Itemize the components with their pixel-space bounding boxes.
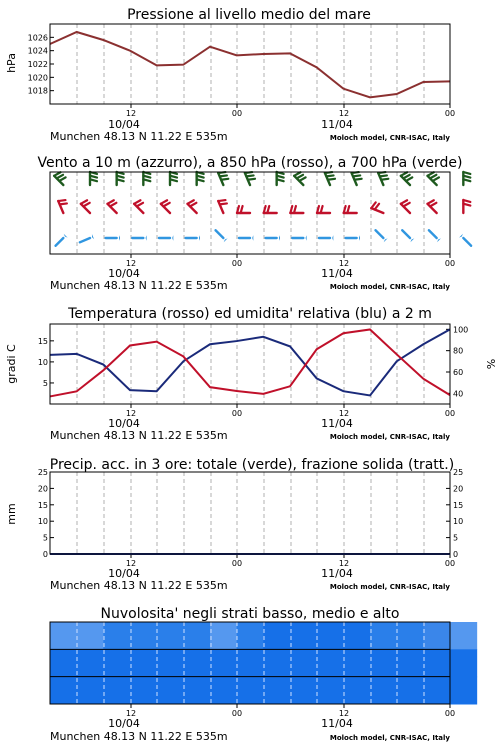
cloud-cell: [397, 677, 424, 705]
wind-feather: [328, 179, 335, 180]
wind-arrowhead: [92, 234, 94, 239]
cloud-cell: [210, 649, 237, 677]
wind-barb: [292, 235, 306, 241]
cloud-cell: [343, 649, 370, 677]
y-tick-label: 1026: [27, 33, 48, 43]
wind-feather: [134, 200, 140, 204]
wind-feather: [248, 179, 255, 180]
wind-feather: [81, 200, 87, 204]
pressure-title: Pressione al livello medio del mare: [127, 7, 371, 23]
wind-barb: [54, 172, 65, 185]
wind-feather: [353, 175, 360, 176]
wind-barb: [107, 200, 116, 213]
wind-arrowhead: [119, 235, 120, 241]
cloud-cell: [317, 649, 344, 677]
x-date-label: 10/04: [108, 118, 140, 131]
y-tick-label: 15: [453, 500, 464, 510]
wind-feather: [403, 175, 409, 179]
cloud-cell: [130, 677, 157, 705]
wind-arrowhead: [459, 234, 463, 238]
x-date-label: 11/04: [321, 417, 353, 430]
wind-barb: [159, 235, 173, 241]
wind-feather: [221, 179, 228, 180]
cloud-cell: [263, 649, 290, 677]
y-tick-label: 80: [453, 346, 464, 356]
precipitation-title: Precip. acc. in 3 ore: totale (verde), frazione solida (tratt.): [49, 457, 455, 473]
y-tick-label: 0: [42, 550, 48, 559]
credit-label: Moloch model, CNR-ISAC, Italy: [329, 734, 450, 742]
cloud-cell: [77, 677, 104, 705]
wind-feather: [246, 175, 253, 176]
location-label: Munchen 48.13 N 11.22 E 535m: [50, 279, 228, 292]
cloud-cell: [290, 677, 317, 705]
wind-feather: [59, 177, 65, 181]
x-tick-label: 00: [444, 559, 456, 568]
cloud-cell: [237, 677, 264, 705]
x-tick-label: 00: [444, 709, 456, 718]
cloud-title: Nuvolosita' negli strati basso, medio e alto: [100, 606, 400, 622]
wind-feather: [380, 175, 387, 176]
wind-barb: [378, 172, 388, 185]
wind-barb: [266, 235, 280, 241]
cloud-cell: [50, 677, 77, 705]
cloud-cell: [263, 677, 290, 705]
wind-arrowhead: [252, 235, 253, 241]
cloud-cell: [370, 649, 397, 677]
y-tick-label: 1024: [27, 46, 48, 56]
wind-feather: [430, 203, 436, 207]
wind-arrowhead: [410, 238, 414, 242]
wind-barb: [264, 206, 277, 213]
wind-barb: [463, 200, 470, 213]
cloud-cell: [423, 677, 450, 705]
wind-barb: [218, 200, 227, 213]
wind-barb: [132, 235, 146, 241]
x-tick-label: 00: [444, 259, 456, 268]
cloud-cell: [343, 677, 370, 705]
wind-feather: [60, 203, 67, 204]
wind-barb: [344, 206, 357, 213]
wind-barb: [186, 235, 200, 241]
humidity-ylabel: %: [484, 358, 497, 370]
wind-shaft: [463, 238, 471, 246]
x-tick-label: 00: [231, 709, 243, 718]
cloud-cell: [317, 622, 344, 650]
wind-barb: [134, 200, 143, 213]
y-tick-label: 0: [453, 550, 459, 559]
wind-feather: [299, 177, 305, 181]
wind-barb: [170, 172, 177, 185]
x-tick-label: 00: [231, 409, 243, 418]
wind-feather: [294, 172, 300, 176]
precipitation-panel: [5, 457, 454, 525]
wind-feather: [161, 200, 167, 204]
wind-arrowhead: [146, 235, 147, 241]
cloud-cell: [237, 622, 264, 650]
cloud-cell: [103, 622, 130, 650]
cloud-cell: [183, 649, 210, 677]
location-label: Munchen 48.13 N 11.22 E 535m: [50, 429, 228, 442]
wind-barb: [81, 200, 90, 213]
cloud-cell: [130, 622, 157, 650]
x-tick-label: 12: [125, 409, 137, 418]
y-tick-label: 5: [42, 533, 48, 543]
cloud-cell: [183, 622, 210, 650]
wind-barb: [294, 172, 305, 185]
x-date-label: 11/04: [321, 267, 353, 280]
wind-arrowhead: [224, 238, 228, 242]
wind-arrowhead: [332, 235, 333, 241]
wind-barb: [290, 206, 303, 213]
pressure-ylabel: hPa: [5, 53, 18, 73]
cloud-cell: [130, 649, 157, 677]
wind-barb: [427, 172, 438, 185]
location-label: Munchen 48.13 N 11.22 E 535m: [50, 730, 228, 743]
wind-feather: [220, 175, 227, 176]
wind-barb: [463, 172, 470, 185]
wind-barb: [58, 200, 67, 213]
x-tick-label: 12: [125, 559, 137, 568]
x-tick-label: 12: [125, 259, 137, 268]
wind-shaft: [80, 238, 90, 242]
wind-barb: [402, 230, 414, 242]
wind-shaft: [402, 230, 410, 238]
wind-feather: [433, 177, 439, 181]
wind-arrowhead: [279, 235, 280, 241]
location-label: Munchen 48.13 N 11.22 E 535m: [50, 579, 228, 592]
x-date-label: 11/04: [321, 717, 353, 730]
y-tick-label: 15: [37, 500, 48, 510]
wind-barb: [117, 172, 124, 185]
wind-barb: [245, 172, 255, 185]
wind-feather: [107, 200, 113, 204]
wind-feather: [190, 203, 196, 207]
wind-barb: [401, 172, 412, 185]
wind-feather: [430, 175, 436, 179]
cloud-cell: [343, 622, 370, 650]
wind-panel: [37, 155, 462, 171]
wind-feather: [57, 175, 63, 179]
x-tick-label: 12: [338, 409, 350, 418]
wind-barb: [429, 230, 441, 242]
humidity-line: [50, 329, 450, 395]
wind-barb: [317, 206, 330, 213]
wind-arrowhead: [172, 235, 173, 241]
wind-feather: [187, 200, 193, 204]
cloud-cell: [290, 649, 317, 677]
x-date-label: 10/04: [108, 417, 140, 430]
wind-shaft: [371, 208, 383, 213]
x-tick-label: 12: [125, 109, 137, 118]
cloud-cell: [50, 649, 77, 677]
y-tick-label: 1020: [27, 73, 48, 83]
cloud-cell: [450, 622, 477, 650]
y-tick-label: 25: [37, 468, 48, 477]
y-tick-label: 25: [453, 468, 464, 477]
cloud-cell: [103, 677, 130, 705]
x-date-label: 10/04: [108, 567, 140, 580]
wind-feather: [220, 203, 227, 204]
wind-feather: [326, 175, 333, 176]
credit-label: Moloch model, CNR-ISAC, Italy: [329, 283, 450, 291]
wind-barb: [237, 206, 250, 213]
cloud-cell: [317, 677, 344, 705]
x-tick-label: 00: [231, 559, 243, 568]
wind-feather: [427, 200, 433, 204]
cloud-cell: [157, 677, 184, 705]
wind-shaft: [216, 230, 224, 238]
cloud-cell: [370, 677, 397, 705]
y-tick-label: 10: [37, 517, 48, 527]
pressure-line: [50, 32, 450, 97]
x-date-label: 10/04: [108, 267, 140, 280]
wind-barb: [106, 235, 120, 241]
temperature-title: Temperatura (rosso) ed umidita' relativa (blu) a 2 m: [68, 306, 432, 322]
wind-feather: [297, 175, 303, 179]
cloud-cell: [103, 649, 130, 677]
x-date-label: 11/04: [321, 118, 353, 131]
cloud-cell: [397, 622, 424, 650]
wind-feather: [406, 177, 412, 181]
cloud-cell: [450, 649, 477, 677]
cloud-cell: [210, 622, 237, 650]
wind-shaft: [376, 230, 384, 238]
cloud-cell: [370, 622, 397, 650]
y-tick-label: 5: [453, 533, 459, 543]
cloud-cell: [157, 649, 184, 677]
x-tick-label: 00: [231, 109, 243, 118]
y-tick-label: 1022: [27, 60, 48, 69]
wind-barb: [216, 230, 228, 242]
cloud-cell: [290, 622, 317, 650]
x-tick-label: 00: [231, 259, 243, 268]
wind-feather: [427, 172, 433, 176]
y-tick-label: 10: [453, 517, 464, 527]
wind-arrowhead: [384, 238, 388, 242]
wind-feather: [381, 179, 388, 180]
wind-feather: [54, 172, 60, 176]
wind-arrowhead: [437, 238, 441, 242]
wind-arrowhead: [64, 234, 68, 238]
location-label: Munchen 48.13 N 11.22 E 535m: [50, 130, 228, 143]
wind-shaft: [429, 230, 437, 238]
credit-label: Moloch model, CNR-ISAC, Italy: [329, 433, 450, 441]
wind-barb: [239, 235, 253, 241]
cloud-cell: [423, 649, 450, 677]
cloud-cell: [397, 649, 424, 677]
cloud-cell: [157, 622, 184, 650]
wind-title: Vento a 10 m (azzurro), a 850 hPa (rosso), a 700 hPa (verde): [37, 155, 463, 171]
wind-barb: [187, 200, 196, 213]
cloud-cell: [183, 677, 210, 705]
wind-barb: [143, 172, 150, 185]
y-tick-label: 100: [453, 325, 469, 335]
wind-barb: [459, 234, 471, 246]
wind-feather: [110, 203, 116, 207]
cloud-cell: [450, 677, 477, 705]
x-tick-label: 12: [338, 709, 350, 718]
y-tick-label: 15: [37, 336, 48, 346]
pressure-frame: [50, 24, 450, 104]
wind-feather: [403, 203, 409, 207]
x-date-label: 11/04: [321, 567, 353, 580]
wind-feather: [354, 179, 361, 180]
x-tick-label: 12: [125, 709, 137, 718]
cloud-cell: [263, 622, 290, 650]
x-tick-label: 00: [444, 109, 456, 118]
wind-barb: [197, 172, 204, 185]
cloud-cell: [423, 622, 450, 650]
wind-barb: [346, 235, 360, 241]
y-tick-label: 40: [453, 389, 464, 399]
wind-feather: [163, 203, 169, 207]
precipitation-ylabel: mm: [5, 503, 18, 525]
wind-barb: [277, 172, 284, 185]
wind-barb: [371, 202, 383, 213]
wind-barb: [352, 172, 362, 185]
wind-arrowhead: [306, 235, 307, 241]
x-tick-label: 12: [338, 559, 350, 568]
y-tick-label: 20: [453, 484, 464, 494]
wind-shaft: [218, 201, 223, 213]
credit-label: Moloch model, CNR-ISAC, Italy: [329, 134, 450, 142]
y-tick-label: 5: [42, 378, 48, 388]
wind-feather: [401, 200, 407, 204]
wind-barb: [427, 200, 436, 213]
wind-feather: [218, 200, 225, 201]
wind-barb: [80, 234, 94, 242]
y-tick-label: 20: [37, 484, 48, 494]
wind-barb: [56, 234, 68, 246]
y-tick-label: 10: [37, 357, 48, 367]
wind-barb: [218, 172, 228, 185]
cloud-cell: [210, 677, 237, 705]
x-tick-label: 00: [444, 409, 456, 418]
x-date-label: 10/04: [108, 717, 140, 730]
cloud-cell: [77, 622, 104, 650]
cloud-cell: [50, 622, 77, 650]
wind-feather: [137, 203, 143, 207]
wind-barb: [325, 172, 335, 185]
cloud-cell: [237, 649, 264, 677]
cloud-panel: [101, 606, 400, 622]
wind-arrowhead: [359, 235, 360, 241]
x-tick-label: 12: [338, 259, 350, 268]
wind-barb: [376, 230, 388, 242]
wind-arrowhead: [199, 235, 200, 241]
credit-label: Moloch model, CNR-ISAC, Italy: [329, 583, 450, 591]
x-tick-label: 12: [338, 109, 350, 118]
y-tick-label: 60: [453, 368, 464, 377]
wind-shaft: [56, 238, 64, 246]
wind-feather: [58, 200, 65, 201]
wind-feather: [401, 172, 407, 176]
wind-feather: [83, 203, 89, 207]
wind-shaft: [58, 201, 63, 213]
wind-barb: [90, 172, 97, 185]
precipitation-frame: [50, 472, 450, 554]
temperature-ylabel: gradi C: [5, 344, 18, 384]
cloud-cell: [77, 649, 104, 677]
y-tick-label: 1018: [27, 86, 48, 96]
wind-barb: [401, 200, 410, 213]
wind-barb: [319, 235, 333, 241]
wind-barb: [161, 200, 170, 213]
